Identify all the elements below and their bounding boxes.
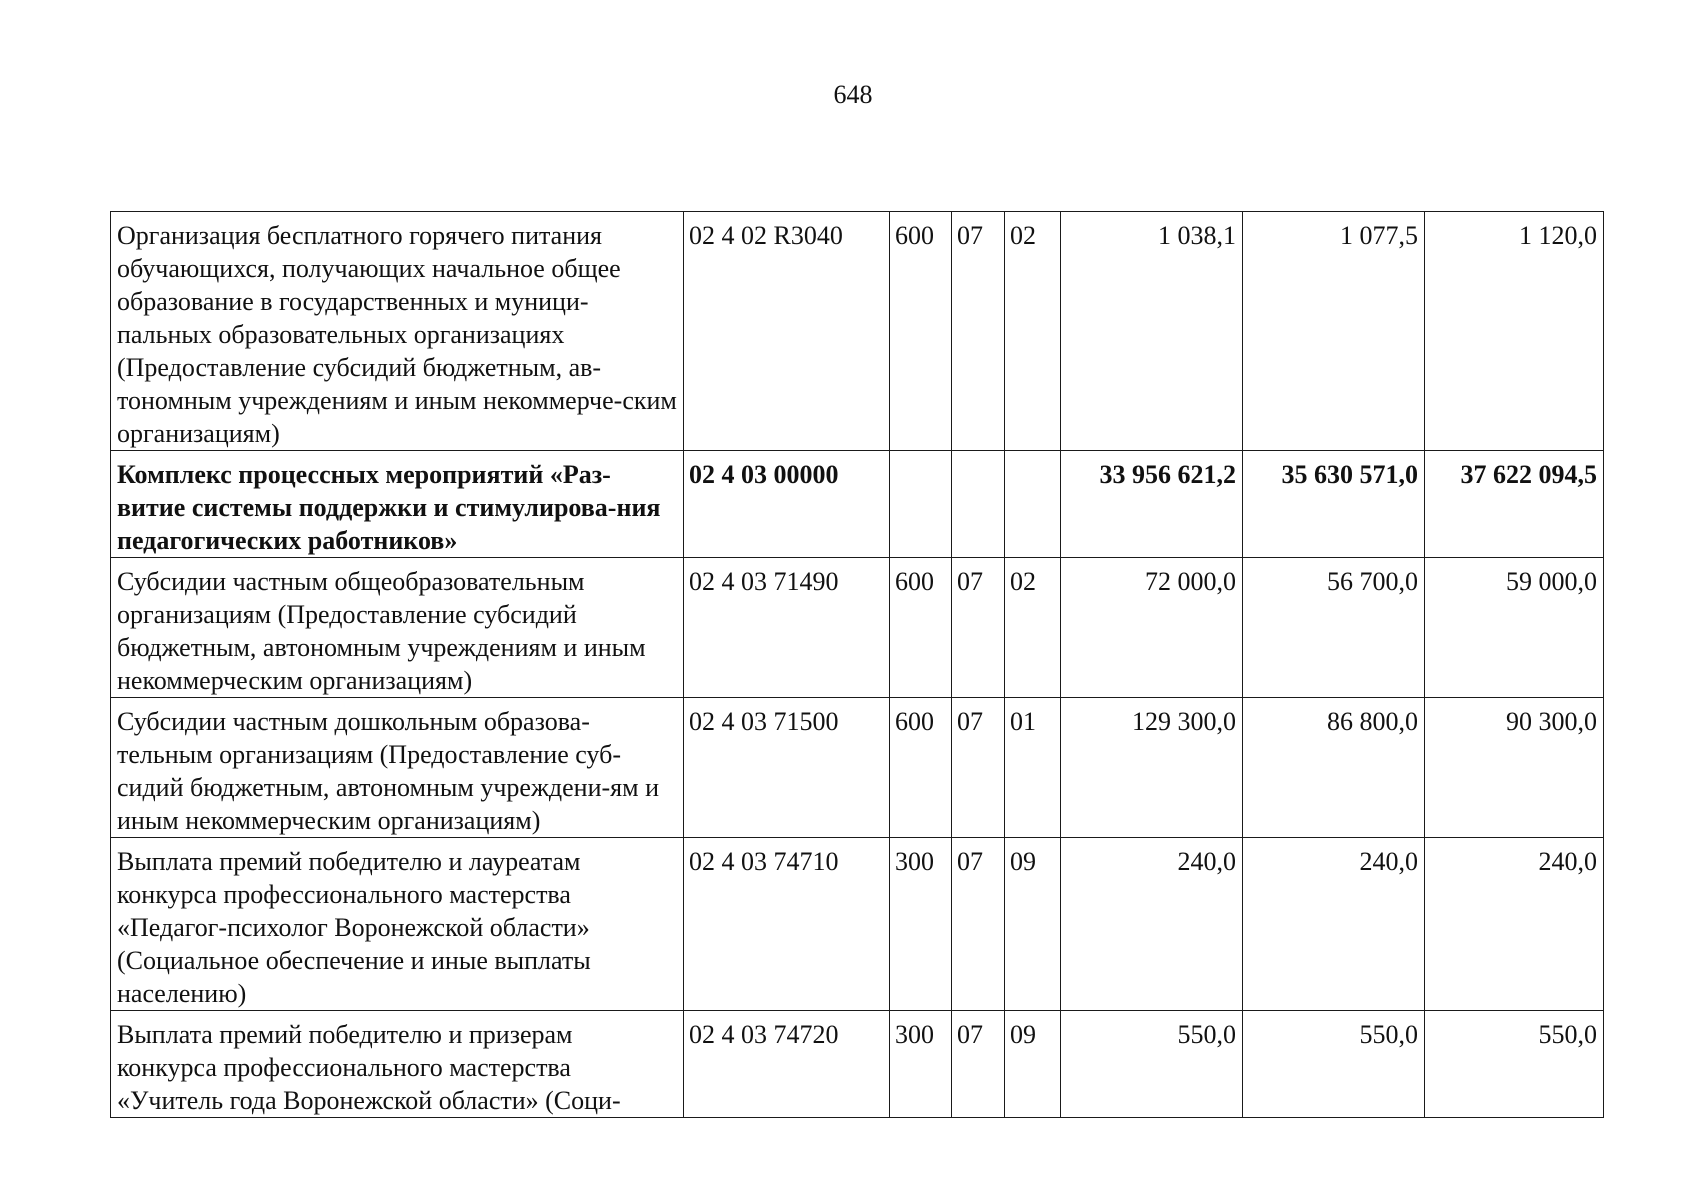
row-amount-2: 35 630 571,0: [1243, 451, 1425, 558]
table-row: [111, 212, 1604, 451]
row-subsection: 01: [1005, 698, 1061, 838]
table-row: [111, 698, 1604, 838]
row-name: Субсидии частным общеобразовательным организациям (Предоставление субсидий бюджетным, автономным учреждениям и иным некоммерческим организациям): [111, 558, 684, 698]
row-target-code: 02 4 03 74720: [684, 1011, 890, 1118]
row-expense-type: 600: [890, 212, 952, 451]
table-row: [111, 1011, 1604, 1118]
row-amount-2: 86 800,0: [1243, 698, 1425, 838]
row-amount-1: 129 300,0: [1061, 698, 1243, 838]
row-expense-type: 600: [890, 558, 952, 698]
row-target-code: 02 4 03 71490: [684, 558, 890, 698]
table-row: [111, 838, 1604, 1011]
row-name: Выплата премий победителю и призерам конкурса профессионального мастерства «Учитель года Воронежской области» (Соци-: [111, 1011, 684, 1118]
row-expense-type: 600: [890, 698, 952, 838]
row-amount-3: 1 120,0: [1425, 212, 1604, 451]
row-target-code: 02 4 03 00000: [684, 451, 890, 558]
row-amount-2: 550,0: [1243, 1011, 1425, 1118]
row-amount-3: 240,0: [1425, 838, 1604, 1011]
row-name: Комплекс процессных мероприятий «Раз-витие системы поддержки и стимулирова-ния педагогических работников»: [111, 451, 684, 558]
row-subsection: 09: [1005, 838, 1061, 1011]
row-name: Выплата премий победителю и лауреатам конкурса профессионального мастерства «Педагог-психолог Воронежской области» (Социальное обеспечение и иные выплаты населению): [111, 838, 684, 1011]
budget-table: [110, 211, 1604, 1118]
row-name: Организация бесплатного горячего питания обучающихся, получающих начальное общее образование в государственных и муници-пальных образовательных организациях (Предоставление субсидий бюджетным, ав-тономным учреждениям и иным некоммерче-ским организациям): [111, 212, 684, 451]
row-section: 07: [952, 212, 1005, 451]
row-amount-1: 72 000,0: [1061, 558, 1243, 698]
row-subsection: [1005, 451, 1061, 558]
row-section: 07: [952, 698, 1005, 838]
row-expense-type: 300: [890, 838, 952, 1011]
row-amount-1: 550,0: [1061, 1011, 1243, 1118]
row-subsection: 02: [1005, 212, 1061, 451]
row-amount-3: 550,0: [1425, 1011, 1604, 1118]
row-amount-1: 33 956 621,2: [1061, 451, 1243, 558]
row-target-code: 02 4 02 R3040: [684, 212, 890, 451]
row-amount-2: 240,0: [1243, 838, 1425, 1011]
row-target-code: 02 4 03 74710: [684, 838, 890, 1011]
row-expense-type: 300: [890, 1011, 952, 1118]
table-row: [111, 558, 1604, 698]
row-section: 07: [952, 1011, 1005, 1118]
row-expense-type: [890, 451, 952, 558]
row-amount-3: 37 622 094,5: [1425, 451, 1604, 558]
row-section: 07: [952, 838, 1005, 1011]
page-number: 648: [833, 80, 873, 109]
row-target-code: 02 4 03 71500: [684, 698, 890, 838]
row-amount-3: 59 000,0: [1425, 558, 1604, 698]
row-section: 07: [952, 558, 1005, 698]
row-amount-1: 240,0: [1061, 838, 1243, 1011]
row-amount-2: 1 077,5: [1243, 212, 1425, 451]
table-row: [111, 451, 1604, 558]
row-amount-1: 1 038,1: [1061, 212, 1243, 451]
row-subsection: 02: [1005, 558, 1061, 698]
row-amount-2: 56 700,0: [1243, 558, 1425, 698]
row-section: [952, 451, 1005, 558]
row-amount-3: 90 300,0: [1425, 698, 1604, 838]
row-subsection: 09: [1005, 1011, 1061, 1118]
row-name: Субсидии частным дошкольным образова-тельным организациям (Предоставление суб-сидий бюджетным, автономным учреждени-ям и иным некоммерческим организациям): [111, 698, 684, 838]
